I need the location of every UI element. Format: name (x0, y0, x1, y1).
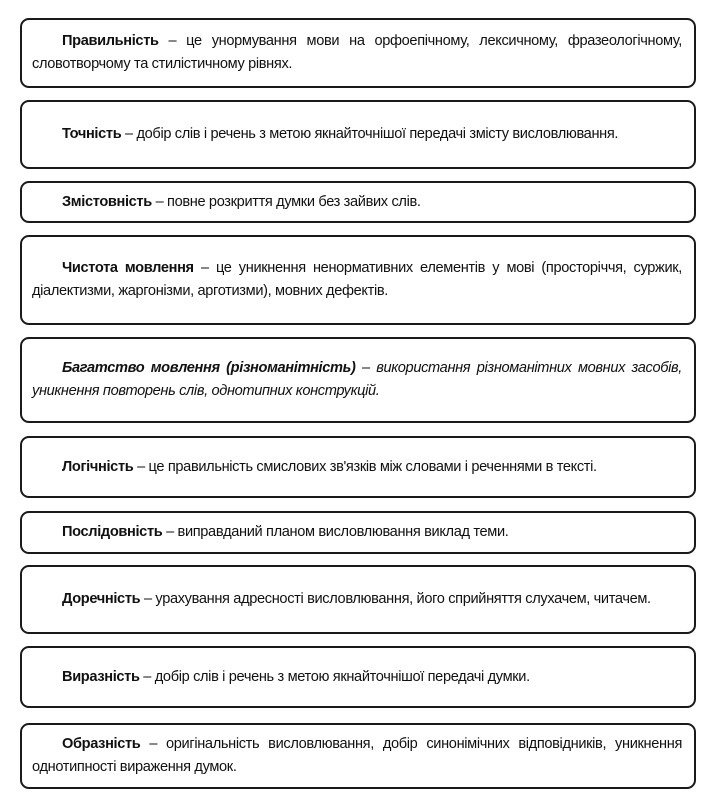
term: Логічність (62, 458, 134, 475)
definition-text (32, 456, 682, 479)
definition-text (32, 257, 682, 303)
definition: – повне розкриття думки без зайвих слів. (151, 193, 421, 210)
definition-text (32, 191, 682, 214)
term: Виразність (62, 668, 140, 685)
term: Доречність (62, 591, 141, 607)
definition-text (32, 123, 682, 146)
definition: – урахування адресності висловлювання, його сприйняття слухачем, читачем. (140, 591, 651, 607)
definition-text (32, 588, 682, 611)
term: Багатство мовлення (різноманітність) (62, 360, 356, 376)
definition: – виправданий планом висловлювання виклад теми. (162, 524, 509, 540)
definition: – це унормування мови на орфоепічному, лексичному, фразеологічному, словотворчому та стилістичному рівнях. (32, 33, 682, 72)
definition-box-obraznist (20, 723, 696, 789)
definition-box-poslidovnist (20, 511, 696, 554)
definition: – використання різноманітних мовних засобів, уникнення повторень слів, однотипних конструкцій. (32, 360, 682, 399)
definition-text (32, 666, 682, 689)
term: Змістовність (62, 193, 152, 210)
definition: – оригінальність висловлювання, добір синонімічних відповідників, уникнення однотипності вираження думок. (32, 736, 682, 775)
definition-text (32, 521, 682, 544)
definition: – добір слів і речень з метою якнайточнішої передачі думки. (139, 668, 530, 685)
definition-text (32, 733, 682, 779)
definition: – це уникнення ненормативних елементів у мові (просторіччя, суржик, діалектизми, жаргонізми, арготизми), мовних дефектів. (32, 260, 683, 299)
term: Чистота мовлення (62, 260, 194, 276)
term: Точність (62, 126, 122, 142)
definition-box-logichnist (20, 436, 696, 498)
definition-box-chystota (20, 235, 696, 325)
term: Правильність (62, 33, 159, 49)
definition-box-dorechnist (20, 565, 696, 634)
definition-box-bagatstvo (20, 337, 696, 423)
term: Послідовність (62, 524, 163, 540)
definition-box-zmistovnist (20, 181, 696, 223)
definition: – добір слів і речень з метою якнайточнішої передачі змісту висловлювання. (121, 126, 619, 142)
definition-box-vyraznist (20, 646, 696, 708)
term: Образність (62, 736, 141, 752)
definition-box-tochnist (20, 100, 696, 169)
definition-text (32, 30, 682, 76)
definition-box-pravylnist (20, 18, 696, 88)
definition-text (32, 357, 682, 403)
definition: – це правильність смислових зв'язків між словами і реченнями в тексті. (133, 458, 597, 475)
